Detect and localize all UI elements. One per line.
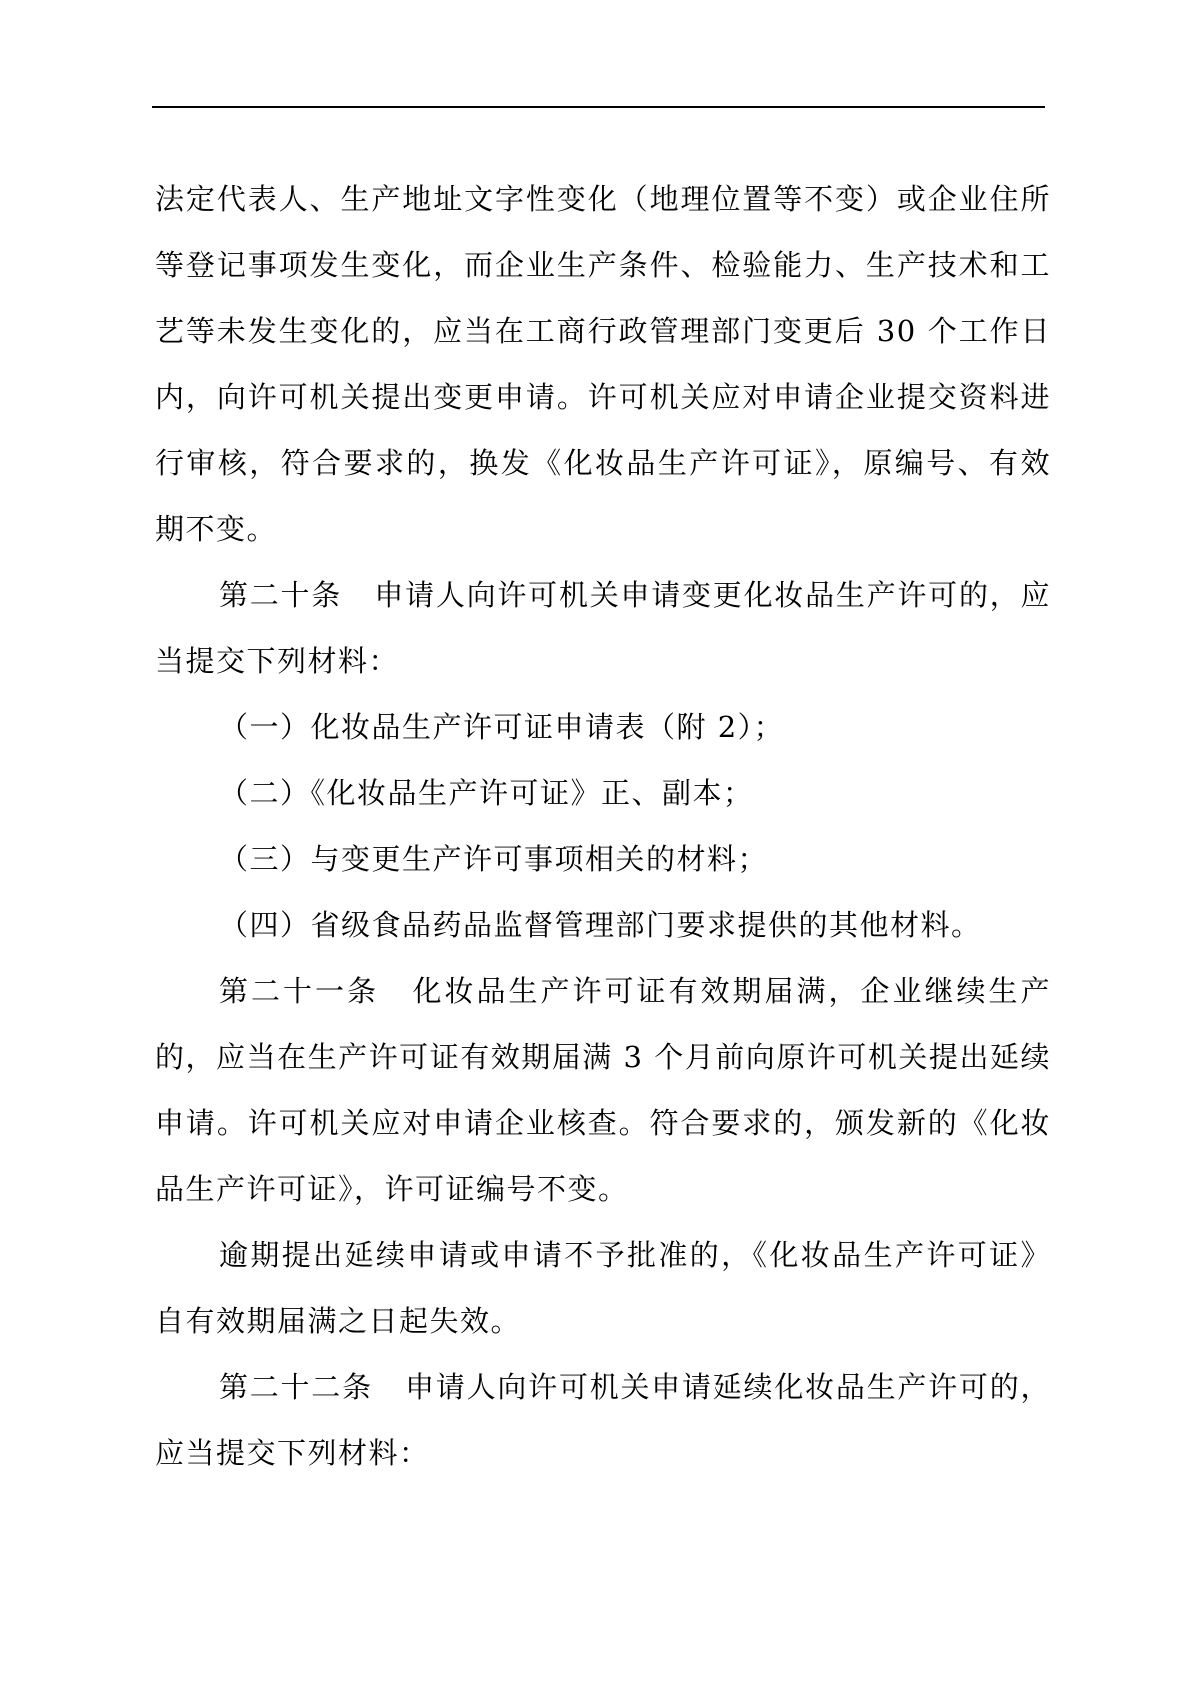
article-22 (155, 1354, 1051, 1486)
article-20 (155, 562, 1051, 694)
list-item-3 (155, 826, 1051, 892)
list-item-text: （三）与变更生产许可事项相关的材料； (219, 842, 769, 876)
article-number: 第二十一条 (219, 974, 379, 1008)
list-item-2 (155, 760, 1051, 826)
document-body (155, 166, 1051, 1486)
list-item-text: （二）《化妆品生产许可证》正、副本； (219, 776, 754, 810)
paragraph-expiry (155, 1222, 1051, 1354)
paragraph-text: 法定代表人、生产地址文字性变化（地理位置等不变）或企业住所等登记事项发生变化，而企业生产条件、检验能力、生产技术和工艺等未发生变化的，应当在工商行政管理部门变更后 30 个工作日内，向许可机关提出变更申请。许可机关应对申请企业提交资料进行审核，符合要求的，换发《化妆品生产许可证》，原编号、有效期不变。 (155, 182, 1051, 546)
article-21 (155, 958, 1051, 1222)
list-item-1 (155, 694, 1051, 760)
article-text: 申请人向许可机关申请变更化妆品生产许可的，应当提交下列材料： (155, 578, 1051, 678)
list-item-text: （一）化妆品生产许可证申请表（附 2）； (219, 710, 785, 744)
list-item-text: （四）省级食品药品监督管理部门要求提供的其他材料。 (219, 908, 982, 942)
article-number: 第二十条 (219, 578, 343, 612)
article-number: 第二十二条 (219, 1370, 373, 1404)
article-text: 申请人向许可机关申请延续化妆品生产许可的，应当提交下列材料： (155, 1370, 1051, 1470)
paragraph-text: 逾期提出延续申请或申请不予批准的，《化妆品生产许可证》自有效期届满之日起失效。 (155, 1238, 1051, 1338)
paragraph-continued (155, 166, 1051, 562)
article-text: 化妆品生产许可证有效期届满，企业继续生产的，应当在生产许可证有效期届满 3 个月前向原许可机关提出延续申请。许可机关应对申请企业核查。符合要求的，颁发新的《化妆品生产许可证》，许可证编号不变。 (155, 974, 1051, 1206)
header-rule (152, 106, 1045, 108)
list-item-4 (155, 892, 1051, 958)
